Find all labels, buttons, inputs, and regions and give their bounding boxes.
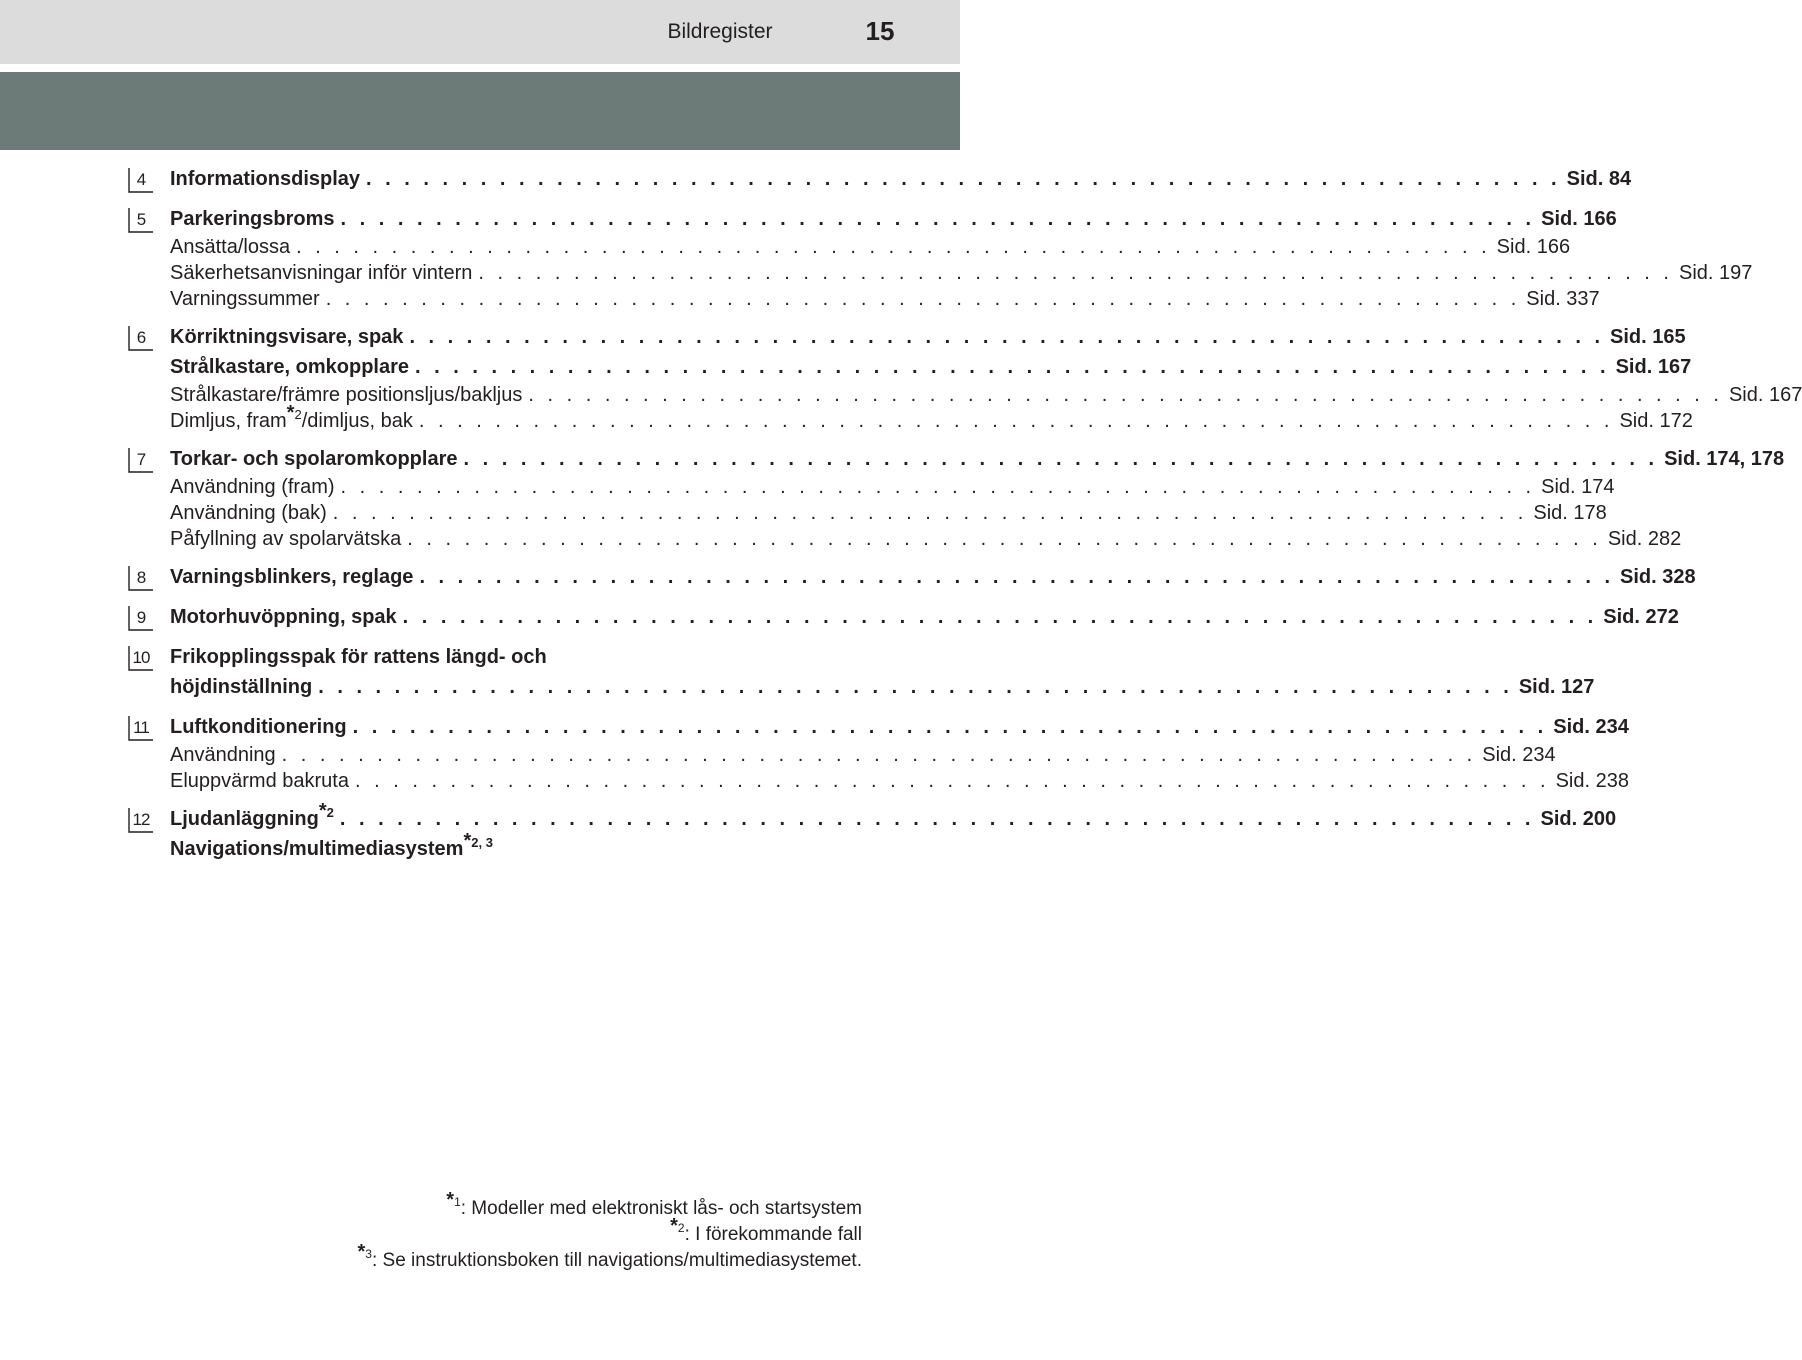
page-reference: Sid. 127 [1518,676,1595,698]
footnote-number: *2 [670,1215,685,1237]
entry-label: Informationsdisplay [170,168,361,190]
footnote-text: : I förekommande fall [684,1224,862,1245]
leader-dots: . . . . . . . . . . . . . . . . . . . . . . . . . . . . . . . . . . . . . . . . . . . . . . . . . . . . . . . . . . . . . . . [366,168,1561,190]
index-group [128,642,1595,702]
entry-label: Säkerhetsanvisningar inför vintern [170,262,473,284]
index-group [128,204,1753,312]
index-subentry [170,286,1600,312]
entry-label: Påfyllning av spolarvätska [170,528,402,550]
index-group [128,712,1629,794]
asterisk: * [286,402,295,424]
callout-number: 11 [133,718,149,737]
leader-dots: . . . . . . . . . . . . . . . . . . . . . . . . . . . . . . . . . . . . . . . . . . . . . . . . . . . . . . . . . . . . . . . [415,356,1610,378]
callout-badge [128,715,154,741]
entry-label: Varningssummer [170,288,320,310]
footnote-number: *3 [357,1241,372,1263]
index-entry [170,642,824,672]
index-entry [170,444,1785,474]
leader-dots: . . . . . . . . . . . . . . . . . . . . . . . . . . . . . . . . . . . . . . . . . . . . . . . . . . . . . . . . . . . . . . . [419,566,1615,588]
index-entry [170,204,1617,234]
callout-number: 6 [136,328,146,347]
page-reference: Sid. 234 [1553,716,1629,738]
callout-number: 4 [136,170,146,189]
entry-label: Användning [170,744,276,766]
footnote [357,1241,863,1274]
callout-badge [128,167,154,193]
index-lines [170,642,1595,702]
entry-label: Körriktningsvisare, spak [170,326,404,348]
page-reference: Sid. 238 [1555,770,1629,792]
index-subentry [170,402,1693,434]
entry-label: Användning (fram) [170,476,335,498]
leader-dots: . . . . . . . . . . . . . . . . . . . . . . . . . . . . . . . . . . . . . . . . . . . . . . . . . . . . . . . . . . . . . . . [281,744,1477,766]
page-reference: Sid. 282 [1607,528,1682,550]
index-subentry [170,500,1607,526]
page-number: 15 [865,16,895,46]
page-reference: Sid. 272 [1603,606,1679,628]
callout-badge [128,325,154,351]
asterisk: * [463,830,472,852]
leader-dots: . . . . . . . . . . . . . . . . . . . . . . . . . . . . . . . . . . . . . . . . . . . . . . . . . . . . . . . . . . . . . . . [340,476,1536,498]
asterisk: * [318,800,327,822]
index-subentry [170,742,1556,768]
leader-dots: . . . . . . . . . . . . . . . . . . . . . . . . . . . . . . . . . . . . . . . . . . . . . . . . . . . . . . . . . . . . . . . [418,410,1614,432]
leader-dots: . . . . . . . . . . . . . . . . . . . . . . . . . . . . . . . . . . . . . . . . . . . . . . . . . . . . . . . . . . . . . . . [463,448,1659,470]
leader-dots: . . . . . . . . . . . . . . . . . . . . . . . . . . . . . . . . . . . . . . . . . . . . . . . . . . . . . . . . . . . . . . . [340,208,1536,230]
page-reference: Sid. 84 [1566,168,1632,190]
callout-number: 10 [132,648,150,667]
callout-badge [128,207,154,233]
callout-number: 8 [136,568,146,587]
callout-number: 5 [136,210,146,229]
page-reference: Sid. 328 [1620,566,1696,588]
entry-label: Ljudanläggning$^{*2}$ [170,800,334,830]
footnote [358,1215,863,1248]
footnotes [357,1189,863,1274]
asterisk: * [357,1241,366,1263]
index-lines [170,322,1802,434]
leader-dots: . . . . . . . . . . . . . . . . . . . . . . . . . . . . . . . . . . . . . . . . . . . . . . . . . . . . . . . . . . . . . . . [318,676,1513,698]
leader-dots: . . . . . . . . . . . . . . . . . . . . . . . . . . . . . . . . . . . . . . . . . . . . . . . . . . . . . . . . . . . . . . . [407,528,1602,550]
leader-dots: . . . . . . . . . . . . . . . . . . . . . . . . . . . . . . . . . . . . . . . . . . . . . . . . . . . . . . . . . . . . . . . [339,808,1535,830]
page-reference: Sid. 174 [1541,476,1615,498]
entry-label: Motorhuvöppning, spak [170,606,397,628]
entry-label: Ansätta/lossa [170,236,291,258]
index-group [128,562,1696,592]
index-entry [170,830,824,864]
leader-dots: . . . . . . . . . . . . . . . . . . . . . . . . . . . . . . . . . . . . . . . . . . . . . . . . . . . . . . . . . . . . . . . [528,384,1723,406]
leader-dots: . . . . . . . . . . . . . . . . . . . . . . . . . . . . . . . . . . . . . . . . . . . . . . . . . . . . . . . . . . . . . . . [296,236,1491,258]
index-entry [170,712,1629,742]
page-reference: Sid. 174, 178 [1664,448,1785,470]
entry-label: Eluppvärmd bakruta [170,770,349,792]
index-lines [170,204,1753,312]
callout-number: 7 [136,450,146,469]
index-subentry [170,234,1571,260]
leader-dots: . . . . . . . . . . . . . . . . . . . . . . . . . . . . . . . . . . . . . . . . . . . . . . . . . . . . . . . . . . . . . . . [409,326,1605,348]
entry-label: Torkar- och spolaromkopplare [170,448,458,470]
entry-label: Parkeringsbroms [170,208,335,230]
callout-badge [128,807,154,833]
footnote-text: : Modeller med elektroniskt lås- och startsystem [460,1198,862,1219]
footnote-text: : Se instruktionsboken till navigations/multimediasystemet. [371,1250,862,1271]
leader-dots: . . . . . . . . . . . . . . . . . . . . . . . . . . . . . . . . . . . . . . . . . . . . . . . . . . . . . . . . . . . . . . . [352,716,1548,738]
index-lines [170,602,1679,632]
footnote-marker: *2 [286,402,302,424]
index-group [128,800,1617,864]
footnote [358,1189,863,1222]
page-reference: Sid. 200 [1540,808,1617,830]
page-reference: Sid. 167 [1728,384,1802,406]
entry-label: Strålkastare/främre positionsljus/bakljus [170,384,523,406]
entry-label: Varningsblinkers, reglage [170,566,414,588]
index-entry [170,800,1617,834]
footnote-marker: *2, 3 [463,830,493,852]
entry-label: Navigations/multimediasystem$^{*2, 3}$ [170,830,493,860]
page-reference: Sid. 166 [1496,236,1571,258]
header-band [0,72,960,150]
entry-label: Användning (bak) [170,502,327,524]
index-entry [170,352,1692,382]
callout-badge [128,605,154,631]
page-reference: Sid. 166 [1541,208,1617,230]
entry-label: Dimljus, fram$^{*2}$/dimljus, bak [170,402,413,432]
index-lines [170,444,1785,552]
index-lines [170,800,1617,864]
entry-label: Luftkonditionering [170,716,347,738]
page-reference: Sid. 178 [1533,502,1607,524]
page-reference: Sid. 337 [1526,288,1600,310]
callout-badge [128,447,154,473]
leader-dots: . . . . . . . . . . . . . . . . . . . . . . . . . . . . . . . . . . . . . . . . . . . . . . . . . . . . . . . . . . . . . . . [354,770,1550,792]
callout-number: 12 [132,810,150,829]
index-subentry [170,382,1802,408]
index-lines [170,562,1696,592]
index-subentry [170,526,1682,552]
entry-label: Strålkastare, omkopplare [170,356,409,378]
index-entry [170,562,1696,592]
index-lines [170,712,1629,794]
page-reference: Sid. 165 [1610,326,1686,348]
entry-label: Frikopplingsspak för rattens längd- och [170,646,547,668]
leader-dots: . . . . . . . . . . . . . . . . . . . . . . . . . . . . . . . . . . . . . . . . . . . . . . . . . . . . . . . . . . . . . . . [332,502,1528,524]
index-subentry [170,768,1629,794]
footnote-marker: *2 [318,800,334,822]
leader-dots: . . . . . . . . . . . . . . . . . . . . . . . . . . . . . . . . . . . . . . . . . . . . . . . . . . . . . . . . . . . . . . . [325,288,1521,310]
section-title: Bildregister [667,20,773,43]
leader-dots: . . . . . . . . . . . . . . . . . . . . . . . . . . . . . . . . . . . . . . . . . . . . . . . . . . . . . . . . . . . . . . . [478,262,1673,284]
asterisk: * [670,1215,678,1237]
page-reference: Sid. 234 [1482,744,1556,766]
index-group [128,602,1679,632]
page-reference: Sid. 197 [1678,262,1753,284]
asterisk: * [446,1189,455,1211]
index-group [128,322,1802,434]
callout-badge [128,645,154,671]
page-reference: Sid. 167 [1615,356,1692,378]
index-entry [170,672,1595,702]
index-entry [170,164,1632,194]
page-reference: Sid. 172 [1619,410,1693,432]
footnote-number: *1 [446,1189,461,1211]
index-group [128,164,1632,194]
callout-number: 9 [136,608,146,627]
picture-index-list [128,164,1802,874]
index-subentry [170,474,1615,500]
entry-label: höjdinställning [170,676,313,698]
leader-dots: . . . . . . . . . . . . . . . . . . . . . . . . . . . . . . . . . . . . . . . . . . . . . . . . . . . . . . . . . . . . . . . [402,606,1598,628]
index-lines [170,164,1632,194]
callout-badge [128,565,154,591]
index-group [128,444,1785,552]
index-entry [170,322,1686,352]
index-entry [170,602,1679,632]
index-subentry [170,260,1753,286]
